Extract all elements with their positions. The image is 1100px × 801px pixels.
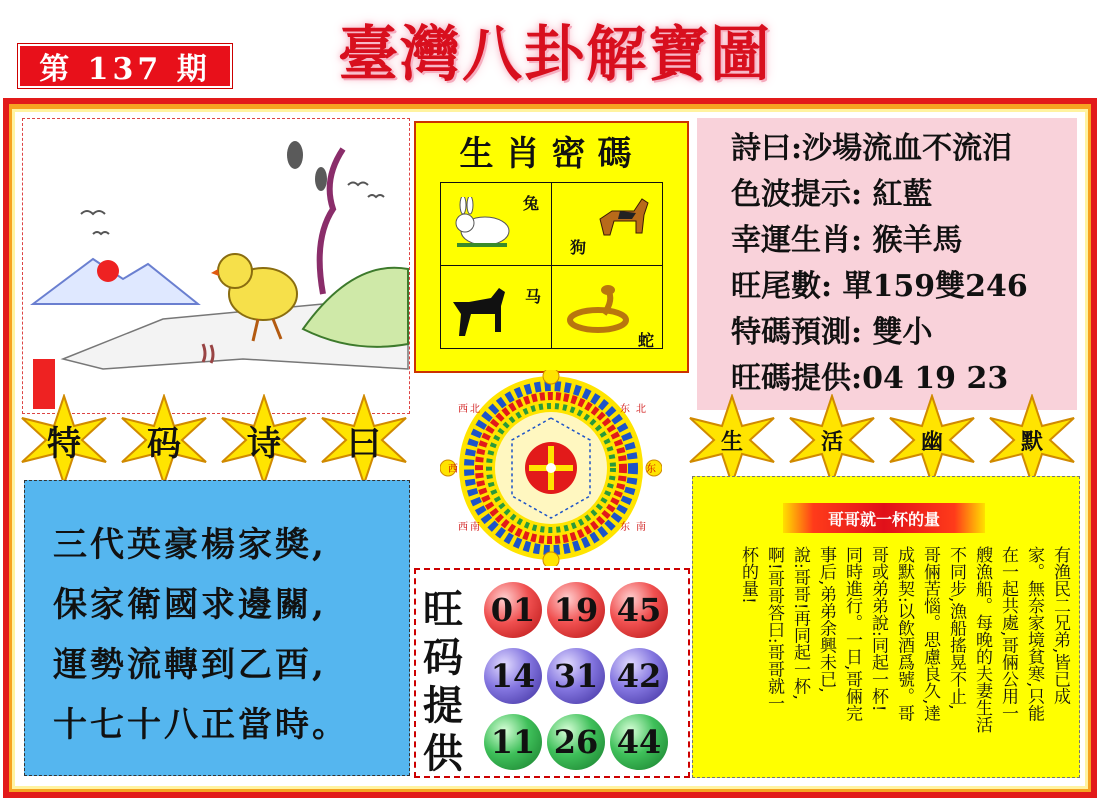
star-badge — [786, 394, 878, 486]
snake-icon — [564, 284, 634, 334]
rabbit-icon — [451, 197, 513, 249]
tip-tail-numbers: 旺尾數: 單159雙246 — [731, 269, 1028, 304]
star-badge — [118, 394, 210, 486]
poem-box — [24, 480, 410, 776]
illustration — [22, 118, 410, 414]
star-text: 码 — [147, 423, 181, 464]
number-ball: 01 — [484, 582, 542, 638]
number-ball: 45 — [610, 582, 668, 638]
bagua-compass — [440, 370, 662, 566]
star-text: 幽 — [920, 428, 943, 455]
tip-poem: 詩曰:沙場流血不流泪 — [731, 131, 1013, 166]
number-ball: 11 — [484, 714, 542, 770]
numbers-label-char: 提 — [423, 682, 463, 729]
compass-label: 东 — [620, 404, 630, 415]
compass-label: 南 — [470, 522, 480, 533]
story-column: 有渔民二兄弟,皆已成 — [1050, 546, 1070, 705]
zodiac-title: 生肖密碼 — [459, 134, 644, 174]
numbers-label-char: 旺 — [423, 586, 463, 633]
story-column: 杯的量! — [738, 546, 758, 604]
story-column: 在一起共處,哥倆公用一 — [998, 546, 1018, 722]
star-badge — [318, 394, 410, 486]
numbers-label-char: 码 — [423, 634, 463, 681]
tips-box — [697, 118, 1077, 410]
zodiac-label: 马 — [525, 287, 542, 306]
tip-hot-numbers: 旺碼提供:04 19 23 — [731, 361, 1009, 396]
star-text: 特 — [47, 423, 81, 464]
poem-line: 十七十八正當時。 — [53, 705, 349, 745]
story-column: 成默契:以飲酒爲號。哥 — [894, 546, 914, 722]
poem-line: 保家衛國求邊關, — [53, 585, 327, 625]
star-text: 生 — [720, 428, 743, 455]
story-column: 不同步,漁船搖晃不止, — [946, 546, 966, 710]
dog-icon — [592, 189, 652, 241]
numbers-label-char: 供 — [423, 730, 463, 777]
horse-icon — [447, 284, 509, 342]
number-ball: 14 — [484, 648, 542, 704]
tip-color: 色波提示: 紅藍 — [731, 177, 933, 212]
number-ball: 19 — [547, 582, 605, 638]
compass-label: 西 — [458, 404, 468, 415]
zodiac-cell-dog — [551, 182, 663, 266]
compass-label: 东 — [646, 464, 656, 475]
compass-label: 西 — [458, 522, 468, 533]
star-text: 诗 — [247, 423, 281, 464]
star-text: 活 — [820, 428, 843, 455]
issue-number: 第 137 期 — [18, 44, 232, 88]
tip-prediction: 特碼預測: 雙小 — [731, 315, 933, 350]
zodiac-cell-rabbit — [440, 182, 552, 266]
number-ball: 26 — [547, 714, 605, 770]
star-badge — [218, 394, 310, 486]
compass-label: 东 — [620, 522, 630, 533]
tip-lucky-zodiac: 幸運生肖: 猴羊馬 — [731, 223, 963, 258]
page-title: 臺灣八卦解寶圖 — [338, 20, 772, 90]
zodiac-label: 狗 — [570, 238, 587, 257]
star-badge — [986, 394, 1078, 486]
star-text: 默 — [1020, 428, 1043, 455]
zodiac-label: 兔 — [523, 194, 540, 213]
story-column: 哥或弟弟說:同起一杯! — [868, 546, 888, 712]
zodiac-cell-horse — [440, 265, 552, 349]
star-badge — [18, 394, 110, 486]
story-column: 同時進行。一日,哥倆完 — [842, 546, 862, 722]
story-column: 事后,弟弟余興未已, — [816, 546, 836, 693]
story-column: 說:哥哥!再同起一杯, — [790, 546, 810, 700]
story-column: 啊!哥哥答曰:哥哥就一 — [764, 546, 784, 712]
number-ball: 42 — [610, 648, 668, 704]
star-badge — [686, 394, 778, 486]
story-title: 哥哥就一杯的量 — [783, 503, 985, 533]
poem-line: 運勢流轉到乙酉, — [53, 645, 327, 685]
zodiac-label: 蛇 — [638, 331, 655, 350]
story-column: 家。無奈家境貧寒,只能 — [1024, 546, 1044, 722]
number-ball: 31 — [547, 648, 605, 704]
chick-landscape-image — [23, 119, 410, 414]
story-column: 哥倆苦惱。思慮良久,達 — [920, 546, 940, 722]
compass-label: 西 — [448, 464, 458, 475]
compass-label: 南 — [636, 522, 646, 533]
zodiac-cell-snake — [551, 265, 663, 349]
compass-label: 北 — [470, 404, 480, 415]
story-column: 艘漁船。每晚的夫妻生活 — [972, 546, 992, 733]
star-text: 曰 — [347, 423, 381, 464]
poem-line: 三代英豪楊家獎, — [53, 525, 327, 565]
star-badge — [886, 394, 978, 486]
compass-label: 北 — [636, 404, 646, 415]
number-ball: 44 — [610, 714, 668, 770]
